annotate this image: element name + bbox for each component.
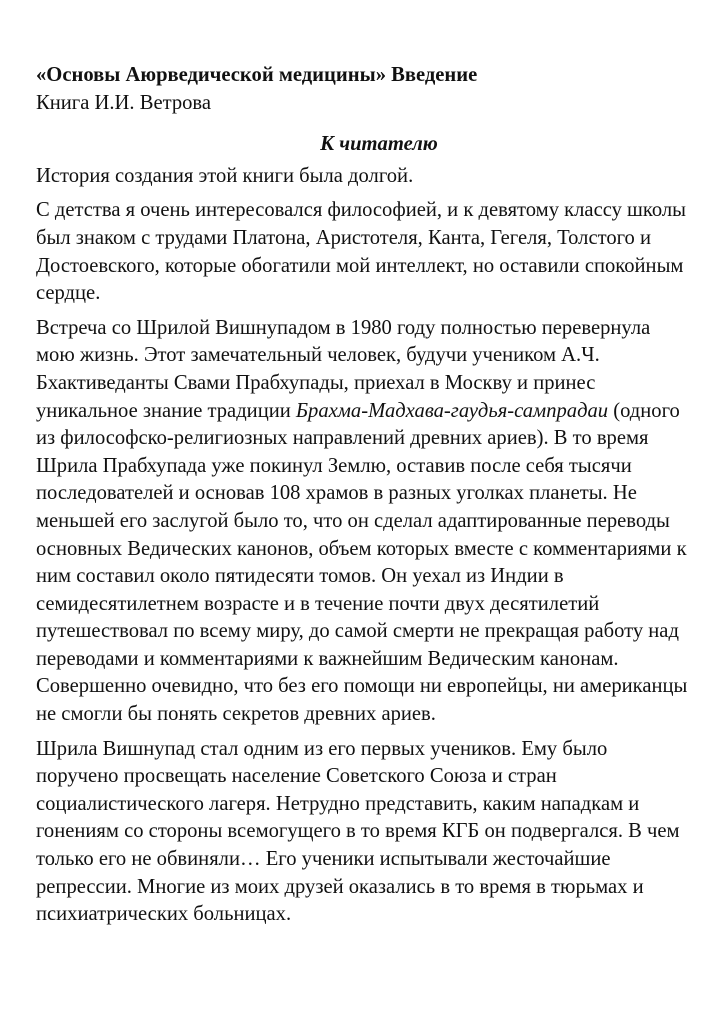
paragraph-4: Шрила Вишнупад стал одним из его первых учеников. Ему было поручено просвещать население Советского Союза и стран социалистического лагеря. Нетрудно представить, каким нападкам и гонениям со стороны всемогущего в то время КГБ он подвергался. В чем только его не обвиняли… Его ученики испытывали жесточайшие репрессии. Многие из моих друзей оказались в то время в тюрьмах и психиатрических больницах. [36, 737, 680, 926]
section-heading: К читателю [320, 133, 438, 156]
paragraph-3-emphasis: Брахма-Мадхава-гаудья-сампрадаи [295, 399, 609, 422]
paragraph-3 [36, 315, 692, 729]
document-author: Книга И.И. Ветрова [36, 91, 212, 114]
paragraph-2: С детства я очень интересовался философией, и к девятому классу школы был знаком с трудами Платона, Аристотеля, Канта, Гегеля, Толстого и Достоевского, которые обогатили мой интеллект, но оставили спокойным сердце. [36, 199, 686, 305]
paragraph-3-end: (одного из философско-религиозных направлений древних ариев). В то время Шрила Прабхупада уже покинул Землю, оставив после себя тысячи последователей и основав 108 храмов в разных уголках планеты. Не меньшей его заслугой было то, что он сделал адаптированные переводы основных Ведических канонов, объем которых вместе с комментариями к ним составил около пятидесяти томов. Он уехал из Индии в семидесятилетнем возрасте и в течение почти двух десятилетий путешествовал по всему миру, до самой смерти не прекращая работу над переводами и комментариями к важнейшим Ведическим канонам. Совершенно очевидно, что без его помощи ни европейцы, ни американцы не смогли бы понять секретов древних ариев. [36, 399, 688, 726]
paragraph-1: История создания этой книги была долгой. [36, 164, 414, 187]
document-title: «Основы Аюрведической медицины» Введение [36, 64, 478, 86]
document-page [36, 62, 692, 936]
paragraph-3-start: Встреча со Шрилой Вишнупадом в 1980 году полностью перевернула мою жизнь. Этот замечательный человек, будучи учеником А.Ч. Бхактиведанты Свами Прабхупады, приехал в Москву и принес уникальное знание традиции [36, 316, 651, 422]
